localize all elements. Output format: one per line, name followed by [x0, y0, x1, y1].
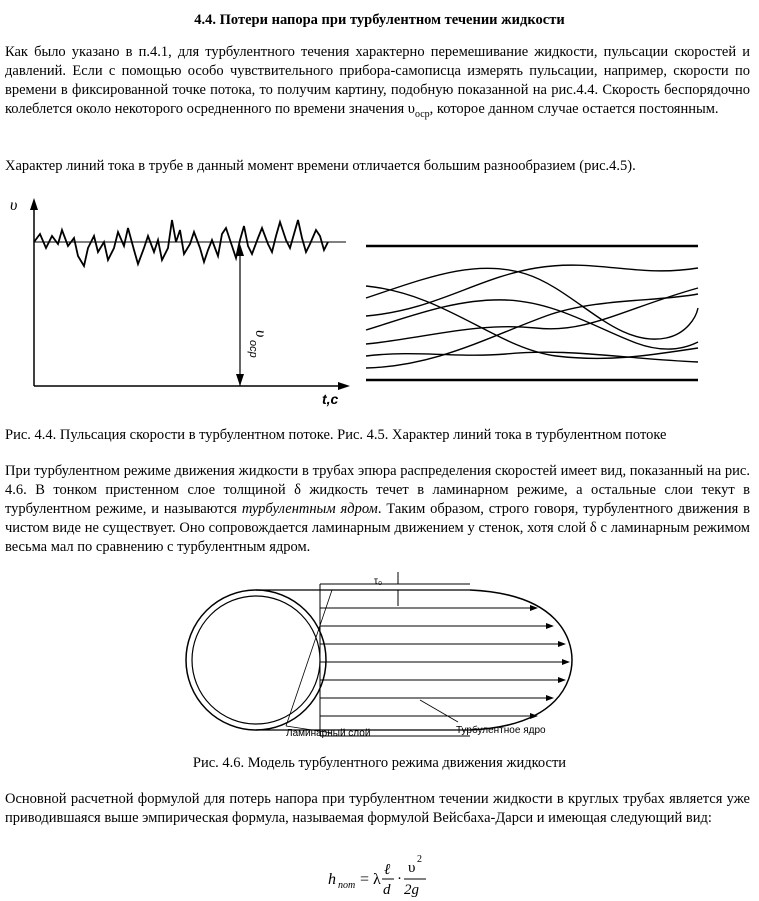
figure-4-5-streamlines	[366, 238, 706, 388]
streamlines	[366, 265, 698, 368]
paragraph-1	[5, 43, 750, 124]
laminar-layer-label: Ламинарный слой	[286, 728, 371, 739]
average-velocity-subscript: ocp	[247, 340, 259, 358]
streamline	[366, 288, 698, 344]
formula-graphic	[320, 850, 480, 900]
core-leader	[420, 700, 458, 722]
paragraph-1-text: Как было указано в п.4.1, для турбулентного течения характерно перемешивание жидкости, пульсации скоростей и давлений. Если с помощью особо чувствительного прибора-самописца измерять пульсации, например, скорости по времени в фиксированной точке потока, то получим картину, подобную показанной на рис.4.4. Скорость беспорядочно колеблется около некоторого осредненного по времени значения υ	[5, 44, 750, 117]
turbulent-core-term: турбулентным ядром	[241, 501, 378, 517]
streamline	[366, 286, 698, 358]
formula-h-subscript: пот	[338, 880, 356, 891]
paragraph-1-end: , которое данном случае остается постоянным.	[429, 101, 719, 117]
paragraph-3	[5, 462, 750, 557]
dimension-arrow-down-icon	[236, 374, 244, 386]
velocity-subscript: оср	[414, 108, 430, 120]
delta-label: τ₀	[374, 576, 383, 587]
average-velocity-symbol: υ	[252, 330, 269, 338]
figure-4-6-turbulent-model	[180, 570, 600, 750]
streamline	[366, 265, 698, 316]
formula-lambda: = λ	[360, 871, 381, 888]
formula-h: h	[328, 871, 336, 888]
y-axis-arrow-icon	[30, 198, 38, 210]
average-velocity-label	[247, 330, 269, 358]
caption-figure-4-6: Рис. 4.6. Модель турбулентного режима движения жидкости	[192, 755, 567, 771]
streamline	[366, 294, 698, 368]
darcy-weisbach-formula	[320, 850, 480, 900]
formula-square: 2	[417, 854, 422, 865]
formula-l: ℓ	[384, 862, 391, 878]
streamline	[366, 352, 698, 362]
pipe-inner-circle	[192, 596, 320, 724]
paragraph-3-text: При турбулентном режиме движения жидкости в трубах эпюра распределения скоростей имеет вид, показанный на рис. 4.6. В тонком пристенном слое толщиной δ жидкость течет в ламинарном режиме, а остальные слои текут в турбулентном режиме, и называются	[5, 463, 750, 517]
formula-2g: 2g	[404, 882, 419, 898]
formula-d: d	[383, 882, 391, 898]
y-axis-label: υ	[10, 197, 18, 214]
paragraph-4: Основной расчетной формулой для потерь напора при турбулентном течении жидкости в круглых трубах является уже приводившаяся выше эмпирическая формула, называемая формулой Вейсбаха-Дарси и имеющая следующий вид:	[5, 791, 750, 826]
velocity-arrows	[320, 608, 568, 716]
caption-figures-4-4-4-5: Рис. 4.4. Пульсация скорости в турбулентном потоке. Рис. 4.5. Характер линий тока в турбулентном потоке	[5, 427, 667, 443]
section-title: 4.4. Потери напора при турбулентном течении жидкости	[194, 12, 565, 28]
formula-v: υ	[408, 860, 416, 876]
formula-dot: ·	[397, 871, 402, 887]
velocity-profile-curve	[470, 590, 572, 730]
figure-4-4-velocity-pulsation	[0, 190, 360, 410]
x-axis-label: t,c	[322, 391, 339, 407]
paragraph-3-end: . Таким образом, строго говоря, турбулентного движения в чистом виде не существует. Оно сопровождается ламинарным движением у стенок, хотя слой δ с ламинарным режимом весьма мал по сравнению с турбулентным ядром.	[5, 501, 750, 555]
x-axis-arrow-icon	[338, 382, 350, 390]
turbulent-core-label: Турбулентное ядро	[456, 725, 546, 736]
velocity-pulsation-curve	[34, 220, 328, 266]
paragraph-2: Характер линий тока в трубе в данный момент времени отличается большим разнообразием (рис.4.5).	[5, 158, 636, 174]
pipe-outer-circle	[186, 590, 326, 730]
